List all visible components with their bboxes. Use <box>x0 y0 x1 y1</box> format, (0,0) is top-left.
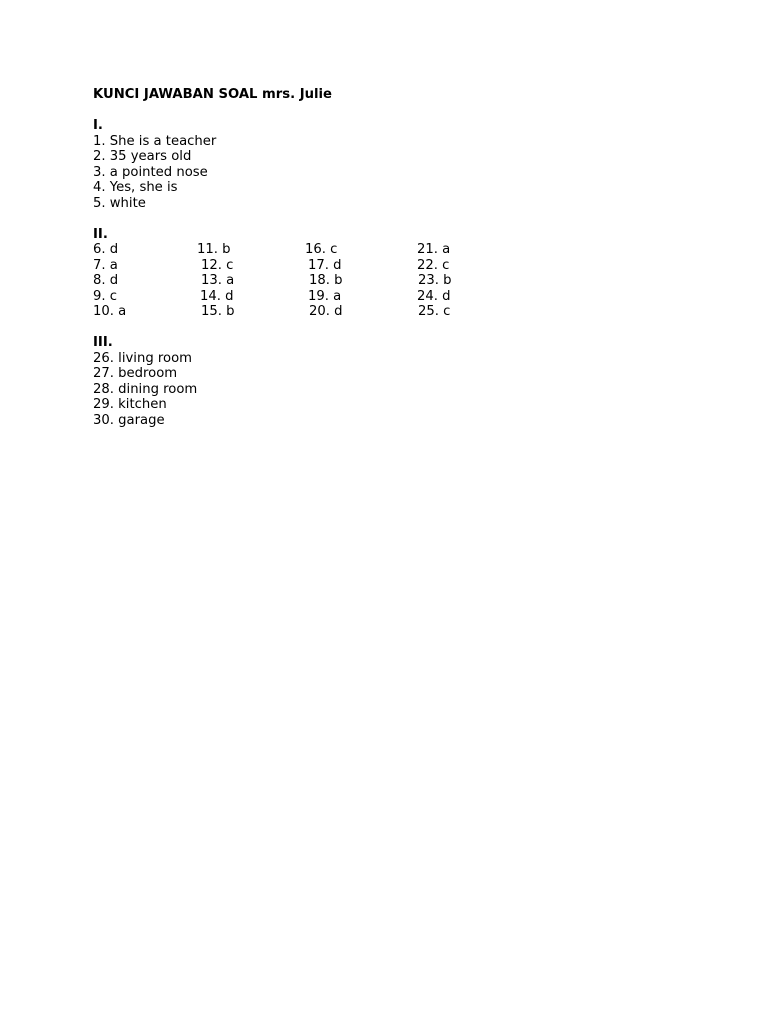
answer-grid-row <box>93 273 693 289</box>
answer-cell: 25. c <box>418 304 451 319</box>
answer-grid-row <box>93 289 693 305</box>
answer-cell: 22. c <box>417 257 450 273</box>
answer-grid-row <box>93 258 693 274</box>
answer-cell: 13. a <box>201 273 235 288</box>
answer-grid-row <box>93 304 693 320</box>
answer-cell: 7. a <box>93 257 118 273</box>
answer-item: 28. dining room <box>93 381 198 397</box>
document-page <box>93 87 693 428</box>
spacer <box>93 211 693 227</box>
spacer <box>93 320 693 336</box>
answer-cell: 24. d <box>417 288 451 304</box>
answer-cell: 15. b <box>201 304 235 319</box>
document-title: KUNCI JAWABAN SOAL mrs. Julie <box>93 87 333 102</box>
answer-cell: 21. a <box>417 242 451 257</box>
section-3-heading: III. <box>93 335 113 350</box>
answer-item: 26. living room <box>93 350 192 366</box>
answer-cell: 16. c <box>305 242 338 257</box>
answer-cell: 10. a <box>93 304 127 319</box>
section-2-heading: II. <box>93 226 108 242</box>
answer-item: 29. kitchen <box>93 397 167 412</box>
answer-item: 27. bedroom <box>93 366 178 381</box>
answer-item: 1. She is a teacher <box>93 133 217 149</box>
answer-cell: 14. d <box>200 288 234 304</box>
spacer <box>93 103 693 119</box>
answer-cell: 11. b <box>197 242 231 257</box>
answer-grid-row <box>93 242 693 258</box>
answer-item: 5. white <box>93 195 146 211</box>
answer-cell: 23. b <box>418 273 452 288</box>
answer-item: 3. a pointed nose <box>93 164 208 180</box>
answer-item: 30. garage <box>93 412 165 428</box>
answer-cell: 19. a <box>308 288 342 304</box>
answer-cell: 8. d <box>93 273 119 288</box>
answer-cell: 12. c <box>201 257 234 273</box>
answer-item: 2. 35 years old <box>93 149 192 164</box>
answer-cell: 20. d <box>309 304 343 319</box>
answer-cell: 17. d <box>308 257 342 273</box>
answer-cell: 9. c <box>93 288 118 304</box>
answer-item: 4. Yes, she is <box>93 180 178 195</box>
answer-cell: 18. b <box>309 273 343 288</box>
answer-cell: 6. d <box>93 242 119 257</box>
section-1-heading: I. <box>93 118 103 133</box>
